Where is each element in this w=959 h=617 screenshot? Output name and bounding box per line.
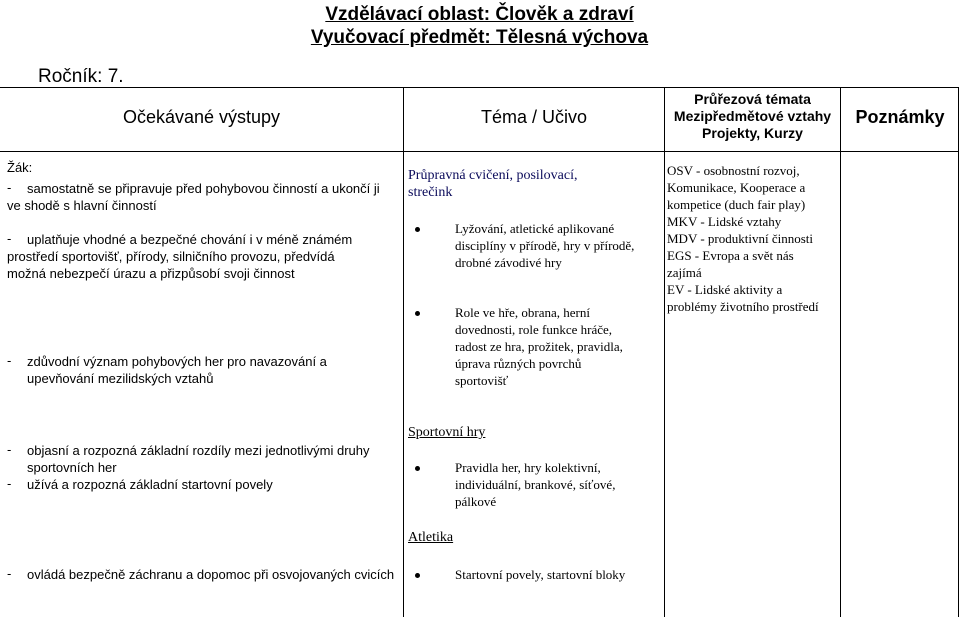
output-line: objasní a rozpozná základní rozdíly mezi jednotlivými druhy	[27, 443, 370, 458]
area-title: Vzdělávací oblast: Člověk a zdraví	[325, 4, 634, 25]
topic-item	[455, 304, 623, 389]
header-cross-line: Mezipředmětové vztahy	[673, 108, 832, 124]
student-label: Žák:	[7, 160, 33, 175]
column-divider	[403, 87, 404, 617]
dash-marker: -	[7, 180, 12, 195]
bullet-icon	[415, 466, 420, 471]
header-row-border	[0, 151, 959, 152]
cross-topics	[667, 162, 819, 315]
dash-marker: -	[7, 353, 12, 368]
cross-line: kompetice (duch fair play)	[667, 197, 806, 212]
header-cross	[665, 91, 840, 142]
dash-marker: -	[7, 231, 12, 246]
header-topic: Téma / Učivo	[480, 107, 588, 127]
topic-line: Pravidla her, hry kolektivní,	[455, 460, 601, 475]
output-line: uplatňuje vhodné a bezpečné chování i v méně známém	[27, 232, 353, 247]
topic-line: Startovní povely, startovní bloky	[455, 567, 626, 582]
output-line: sportovních her	[27, 460, 117, 475]
bullet-icon	[415, 227, 420, 232]
cross-line: EV - Lidské aktivity a	[667, 282, 783, 297]
topic-title-line: Průpravná cvičení, posilovací,	[408, 168, 578, 183]
topic-line: sportovišť	[455, 373, 509, 388]
output-line: samostatně se připravuje před pohybovou činností a ukončí ji	[27, 181, 380, 196]
header-cross-line: Průřezová témata	[694, 91, 811, 107]
topic-line: dovednosti, role funkce hráče,	[455, 322, 613, 337]
cross-line: MDV - produktivní činnosti	[667, 231, 814, 246]
topic-item	[455, 459, 615, 510]
cross-line: problémy životního prostředí	[667, 299, 819, 314]
output-line: možná nebezpečí úrazu a přizpůsobí svoji činnost	[7, 266, 295, 281]
cross-line: OSV - osobnostní rozvoj,	[667, 163, 800, 178]
topic-line: Role ve hře, obrana, herní	[455, 305, 591, 320]
header-outputs: Očekávané výstupy	[122, 107, 281, 127]
cross-line: Komunikace, Kooperace a	[667, 180, 806, 195]
bullet-icon	[415, 311, 420, 316]
topic-line: pálkové	[455, 494, 497, 509]
grade-label: Ročník: 7.	[38, 66, 124, 87]
bullet-icon	[415, 573, 420, 578]
cross-line: zajímá	[667, 265, 702, 280]
column-divider	[840, 87, 841, 617]
header-notes: Poznámky	[855, 107, 945, 127]
dash-marker: -	[7, 442, 12, 457]
header-cross-line: Projekty, Kurzy	[702, 125, 803, 141]
output-line: prostředí sportovišť, přírody, silničního provozu, předvídá	[7, 249, 335, 264]
topic-line: drobné závodivé hry	[455, 255, 562, 270]
output-line: užívá a rozpozná základní startovní povely	[27, 477, 273, 492]
topic-line: individuální, brankové, síťové,	[455, 477, 616, 492]
topic-title	[408, 167, 578, 201]
topic-title-line: strečink	[408, 185, 453, 200]
topic-line: disciplíny v přírodě, hry v přírodě,	[455, 238, 635, 253]
topic-line: radost ze hra, prožitek, pravidla,	[455, 339, 623, 354]
dash-marker: -	[7, 476, 12, 491]
output-line: zdůvodní význam pohybových her pro navazování a	[27, 354, 327, 369]
column-divider	[664, 87, 665, 617]
topic-title-sports-games: Sportovní hry	[408, 425, 486, 440]
cross-line: MKV - Lidské vztahy	[667, 214, 782, 229]
topic-item	[455, 220, 634, 271]
table-top-border	[0, 87, 959, 88]
topic-title-athletics: Atletika	[408, 530, 454, 545]
output-line: ve shodě s hlavní činností	[7, 198, 157, 213]
topic-line: Lyžování, atletické aplikované	[455, 221, 615, 236]
cross-line: EGS - Evropa a svět nás	[667, 248, 794, 263]
output-line: upevňování mezilidských vztahů	[27, 371, 214, 386]
output-item	[27, 180, 380, 197]
dash-marker: -	[7, 566, 12, 581]
output-line: ovládá bezpečně záchranu a dopomoc při osvojovaných cvicích	[27, 567, 395, 582]
topic-line: úprava různých povrchů	[455, 356, 582, 371]
subject-title: Vyučovací předmět: Tělesná výchova	[310, 27, 649, 48]
